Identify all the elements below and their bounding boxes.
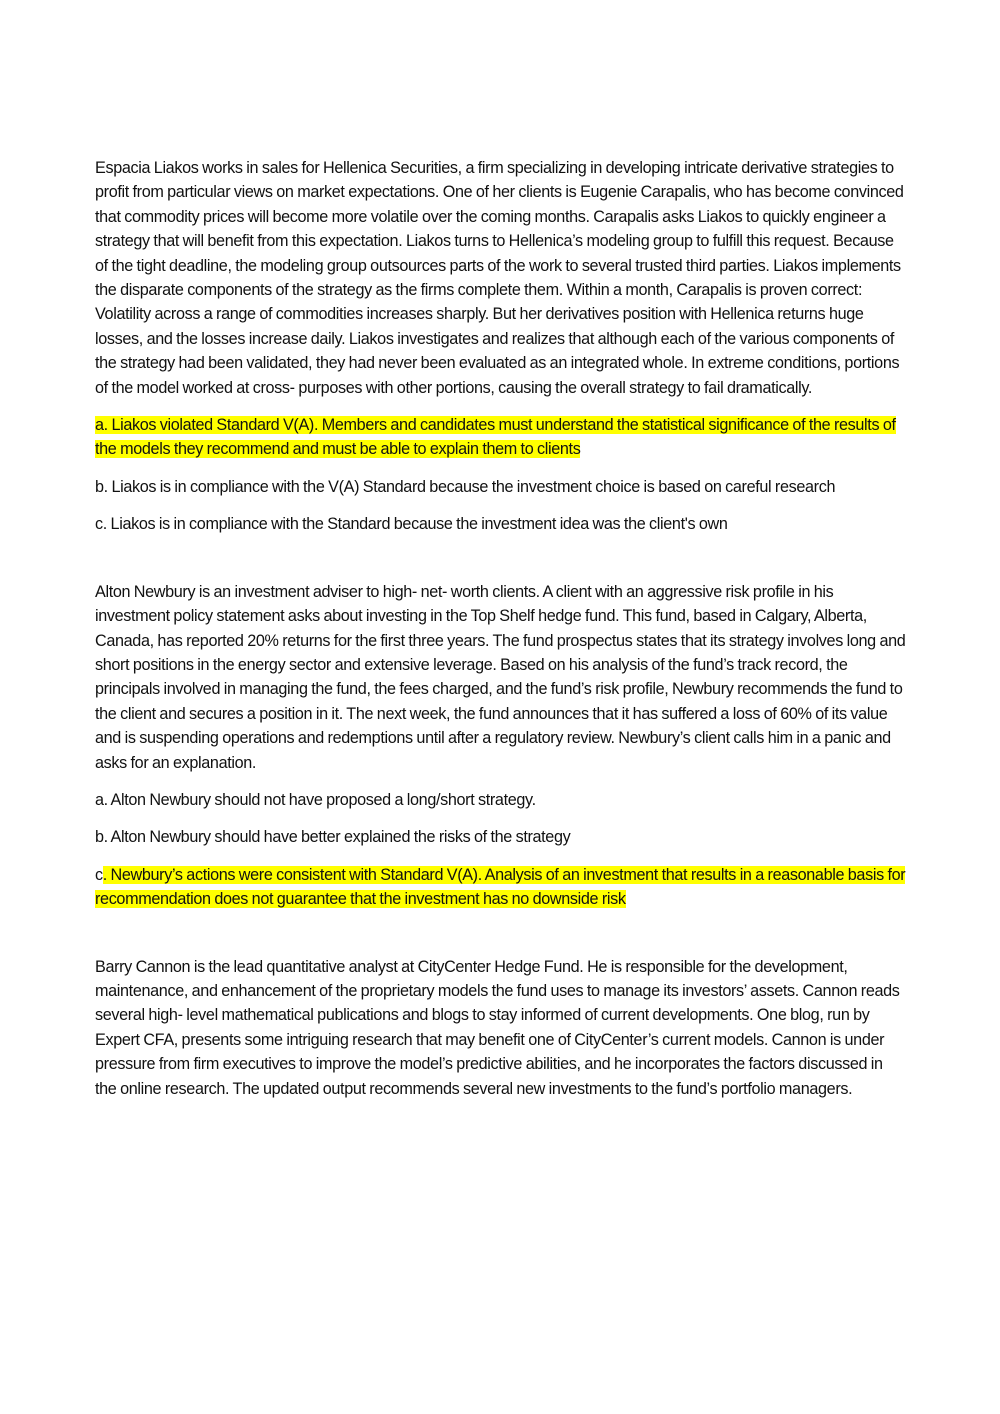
highlighted-answer: . Newbury’s actions were consistent with Standard V(A). Analysis of an investment that results in a reasonable basis for recommendation does not guarantee that the investment has no downside risk: [95, 865, 906, 909]
question-1: [95, 156, 907, 537]
question-3: [95, 955, 907, 1101]
question-2: [95, 580, 907, 912]
question-2-option-a: a. Alton Newbury should not have proposed a long/short strategy.: [95, 790, 536, 809]
question-1-option-c: c. Liakos is in compliance with the Standard because the investment idea was the client's own: [95, 515, 728, 534]
document-page: [95, 156, 907, 1114]
question-1-stem: Espacia Liakos works in sales for Hellenica Securities, a firm specializing in developing intricate derivative strategies to profit from particular views on market expectations. One of her clients is Eugenie Carapalis, who has become convinced that commodity prices will become more volatile over the coming months. Carapalis asks Liakos to quickly engineer a strategy that will benefit from this expectation. Liakos turns to Hellenica’s modeling group to fulfill this request. Because of the tight deadline, the modeling group outsources parts of the work to several trusted third parties. Liakos implements the disparate components of the strategy as the firms complete them. Within a month, Carapalis is proven correct: Volatility across a range of commodities increases sharply. But her derivatives position with Hellenica returns huge losses, and the losses increase daily. Liakos investigates and realizes that although each of the various components of the strategy had been validated, they had never been evaluated as an integrated whole. In extreme conditions, portions of the model worked at cross- purposes with other portions, causing the overall strategy to fail dramatically.: [95, 159, 904, 397]
question-2-option-c: [95, 863, 907, 912]
question-2-option-b: b. Alton Newbury should have better explained the risks of the strategy: [95, 828, 571, 847]
question-1-option-a: [95, 413, 907, 462]
option-c-letter: c: [95, 865, 103, 884]
question-1-option-b: b. Liakos is in compliance with the V(A) Standard because the investment choice is based on careful research: [95, 477, 836, 496]
question-3-stem: Barry Cannon is the lead quantitative analyst at CityCenter Hedge Fund. He is responsible for the development, maintenance, and enhancement of the proprietary models the fund uses to manage its investors’ assets. Cannon reads several high- level mathematical publications and blogs to stay informed of current developments. One blog, run by Expert CFA, presents some intriguing research that may benefit one of CityCenter’s current models. Cannon is under pressure from firm executives to improve the model’s predictive abilities, and he incorporates the factors discussed in the online research. The updated output recommends several new investments to the fund’s portfolio managers.: [95, 957, 900, 1098]
question-2-stem: Alton Newbury is an investment adviser to high- net- worth clients. A client with an aggressive risk profile in his investment policy statement asks about investing in the Top Shelf hedge fund. This fund, based in Calgary, Alberta, Canada, has reported 20% returns for the first three years. The fund prospectus states that its strategy involves long and short positions in the energy sector and extensive leverage. Based on his analysis of the fund’s track record, the principals involved in managing the fund, the fees charged, and the fund’s risk profile, Newbury recommends the fund to the client and secures a position in it. The next week, the fund announces that it has suffered a loss of 60% of its value and is suspending operations and redemptions until after a regulatory review. Newbury’s client calls him in a panic and asks for an explanation.: [95, 582, 906, 772]
highlighted-answer: a. Liakos violated Standard V(A). Members and candidates must understand the statistical significance of the results of the models they recommend and must be able to explain them to clients: [95, 416, 896, 459]
